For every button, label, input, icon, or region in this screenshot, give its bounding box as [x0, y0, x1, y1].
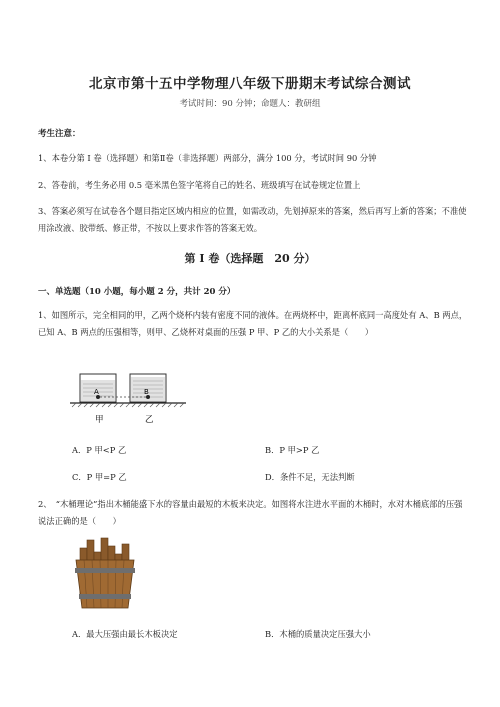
section-title: 第 I 卷（选择题 20 分） — [184, 252, 316, 265]
q1-option-c: C．P 甲=P 乙 — [72, 472, 127, 482]
notice-heading: 考生注意： — [38, 129, 81, 139]
q1-option-b: B．P 甲>P 乙 — [265, 445, 320, 455]
point-a-label: A — [94, 388, 99, 396]
wooden-bucket-figure — [70, 536, 140, 612]
page-title: 北京市第十五中学物理八年级下册期末考试综合测试 — [89, 76, 411, 92]
bucket-hoop-upper — [75, 568, 135, 573]
notice-item-2: 2、答卷前，考生务必用 0.5 毫米黑色签字笔将自己的姓名、班级填写在试卷规定位置上 — [38, 180, 361, 190]
section-subheading: 一、单选题（10 小题，每小题 2 分，共计 20 分） — [38, 287, 236, 297]
q2-option-a: A．最大压强由最长木板决定 — [72, 629, 178, 639]
q1-option-d: D．条件不足，无法判断 — [265, 472, 355, 482]
question-1-text: 1、如图所示，完全相同的甲，乙两个烧杯内装有密度不同的液体。在两烧杯中，距离杯底同一高度处有 A、B 两点，已知 A、B 两点的压强相等，则甲、乙烧杯对桌面的压强 P 甲、P 乙的大小关系是（ ） — [38, 310, 468, 337]
exam-info: 考试时间：90 分钟；命题人：教研组 — [179, 99, 321, 109]
notice-item-3: 3、答案必须写在试卷各个题目指定区域内相应的位置，如需改动，先划掉原来的答案，然后再写上新的答案；不准使用涂改液、胶带纸、修正带，不按以上要求作答的答案无效。 — [38, 206, 467, 233]
notice-item-1: 1、本卷分第 I 卷（选择题）和第Ⅱ卷（非选择题）两部分，满分 100 分，考试时间 90 分钟 — [38, 153, 377, 163]
cup-jia-label: 甲 — [95, 415, 104, 425]
q1-option-a: A．P 甲<P 乙 — [72, 445, 127, 455]
point-b-label: B — [144, 388, 149, 396]
question-2-text: 2、 “木桶理论”指出木桶能盛下水的容量由最短的木板来决定。如图将水注进水平面的木桶时，水对木桶底部的压强说法正确的是（ ） — [38, 499, 463, 526]
beakers-figure — [68, 362, 188, 430]
cup-yi-label: 乙 — [145, 415, 154, 425]
bucket-hoop-lower — [79, 594, 131, 599]
q2-option-b: B．木桶的质量决定压强大小 — [265, 629, 371, 639]
